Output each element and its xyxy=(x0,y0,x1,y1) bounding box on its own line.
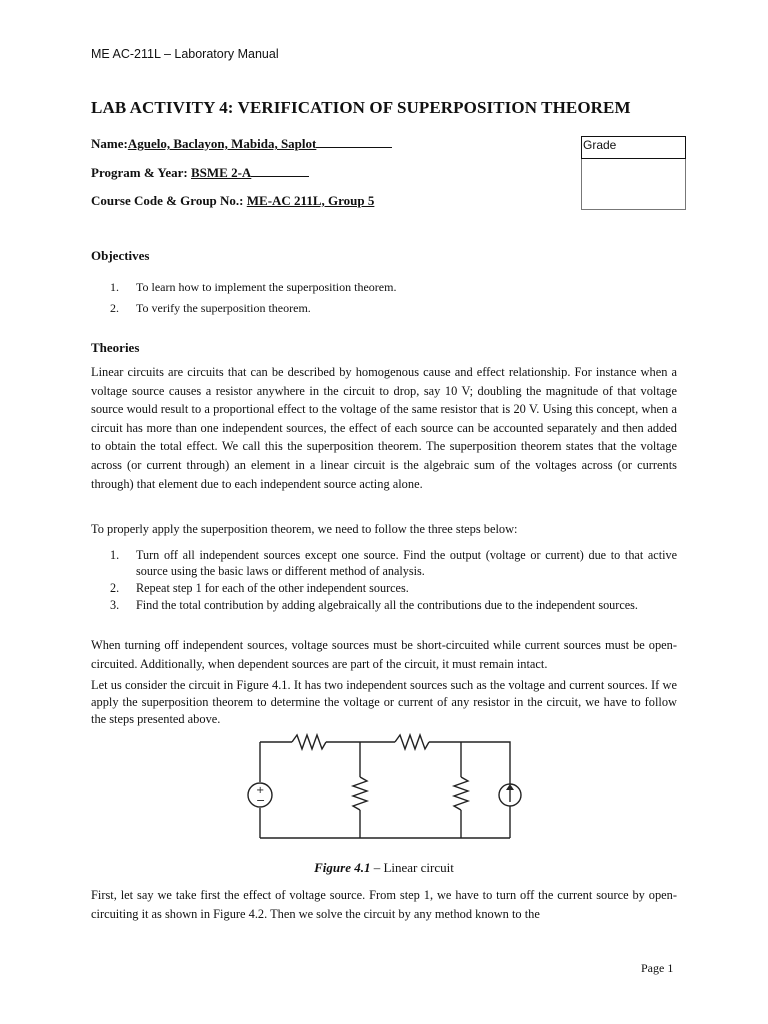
step-item xyxy=(110,597,677,613)
resistor-r1 xyxy=(292,735,326,749)
figure-caption xyxy=(0,860,768,876)
page-number: Page 1 xyxy=(641,961,674,975)
name-value: Aguelo, Baclayon, Mabida, Saplot xyxy=(127,136,317,151)
step-text: Repeat step 1 for each of the other independent sources. xyxy=(136,581,409,595)
step-number: 1. xyxy=(110,548,120,562)
step-text: Find the total contribution by adding algebraically all the contributions due to the independent sources. xyxy=(136,598,638,612)
course-value: ME-AC 211L, Group 5 xyxy=(246,193,375,208)
program-underline xyxy=(251,175,309,177)
step-number: 3. xyxy=(110,598,120,612)
objectives-list-item xyxy=(110,301,311,316)
theories-heading: Theories xyxy=(91,340,140,355)
objectives-list-item xyxy=(110,280,396,295)
svg-text:−: − xyxy=(256,794,266,807)
list-text: To learn how to implement the superposition theorem. xyxy=(136,280,397,294)
steps-intro-paragraph: To properly apply the superposition theorem, we need to follow the three steps below: xyxy=(91,522,518,536)
step-number: 2. xyxy=(110,581,120,595)
program-value: BSME 2-A xyxy=(191,165,252,180)
resistor-r2 xyxy=(395,735,429,749)
name-field xyxy=(91,136,392,152)
steps-list xyxy=(110,547,677,614)
step-item xyxy=(110,580,677,596)
name-label: Name: xyxy=(91,136,128,151)
figure-caption-text: – Linear circuit xyxy=(370,860,454,875)
grade-label: Grade xyxy=(581,136,686,159)
page-title: LAB ACTIVITY 4: VERIFICATION OF SUPERPOSITION THEOREM xyxy=(91,98,631,117)
linear-circuit-diagram xyxy=(240,730,530,845)
theory-paragraph: Linear circuits are circuits that can be described by homogenous cause and effect relationship. For instance when a voltage source causes a resistor anywhere in the circuit to drop, say 10 V; doubling the magnitude of that voltage source would result to a proportional effect to the voltage of the same resistor that is 20 V. Using this concept, when a circuit has more than one independent sources, the effect of each source can be accounted separately and then added to obtain the total effect. We call this the superposition theorem. The superposition theorem states that the voltage across (or current through) an element in a linear circuit is the algebraic sum of the voltages across (or currents through) that element due to each independent source acting alone. xyxy=(91,365,677,491)
svg-text:+: + xyxy=(256,785,265,796)
list-text: To verify the superposition theorem. xyxy=(136,301,311,315)
step-item xyxy=(110,547,677,579)
objectives-heading: Objectives xyxy=(91,248,150,263)
voltage-effect-paragraph: First, let say we take first the effect of voltage source. From step 1, we have to turn off the current source by open-circuiting it as shown in Figure 4.2. Then we solve the circuit by any method known to the xyxy=(91,888,677,921)
resistor-r4 xyxy=(454,777,468,810)
figure-intro-paragraph: Let us consider the circuit in Figure 4.1. It has two independent sources such as the voltage and current sources. If we apply the superposition theorem to determine the voltage or current of any resistor in the circuit, we have to follow the steps presented above. xyxy=(91,678,677,726)
name-underline xyxy=(316,146,392,148)
step-text: Turn off all independent sources except one source. Find the output (voltage or current) due to that active source using the basic laws or different method of analysis. xyxy=(136,548,677,578)
list-number: 1. xyxy=(110,280,119,294)
list-number: 2. xyxy=(110,301,119,315)
program-label: Program & Year: xyxy=(91,165,188,180)
course-field xyxy=(91,193,374,209)
program-field xyxy=(91,165,309,181)
figure-label: Figure 4.1 xyxy=(314,860,371,875)
course-label: Course Code & Group No.: xyxy=(91,193,244,208)
grade-box xyxy=(581,136,686,210)
resistor-r3 xyxy=(353,777,367,810)
wire-top-right xyxy=(429,742,510,838)
running-header: ME AC-211L – Laboratory Manual xyxy=(91,47,279,61)
sources-paragraph: When turning off independent sources, voltage sources must be short-circuited while current sources must be open-circuited. Additionally, when dependent sources are part of the circuit, it must remain intact. xyxy=(91,638,677,671)
